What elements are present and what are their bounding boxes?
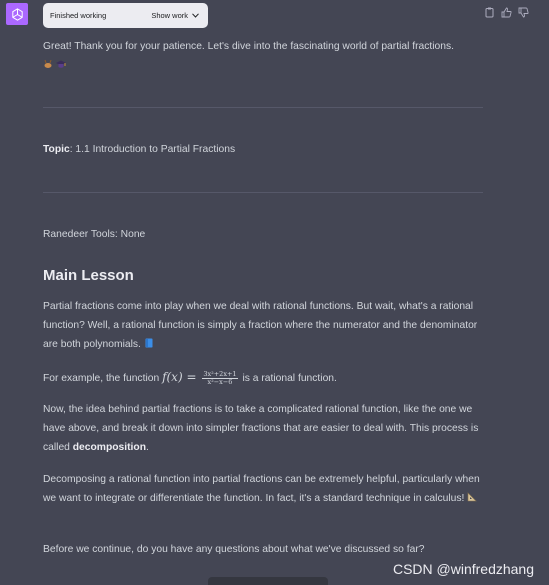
blue-book-emoji-icon xyxy=(144,338,154,348)
intro-text xyxy=(43,37,483,75)
rational-fraction xyxy=(202,371,237,386)
paragraph-decomposition xyxy=(43,400,483,457)
example-before: For example, the function xyxy=(43,373,163,384)
thumbs-up-icon[interactable] xyxy=(501,5,512,16)
regenerate-button[interactable] xyxy=(208,577,328,585)
tools-line: Ranedeer Tools: None xyxy=(43,229,146,240)
show-work-label: Show work xyxy=(151,11,188,20)
function-notation: f(x) = xyxy=(162,370,201,384)
paragraph-period: . xyxy=(146,442,149,453)
fraction-denominator: x²−x−6 xyxy=(207,377,233,386)
fraction-numerator: 3x²+2x+1 xyxy=(203,369,237,378)
paragraph-text: Decomposing a rational function into partial fractions can be extremely helpful, particularly when we want to integrate or differentiate the function. In fact, it's a standard technique in calculus! xyxy=(43,474,480,504)
chevron-down-icon xyxy=(192,13,199,18)
intro-sentence: Great! Thank you for your patience. Let's dive into the fascinating world of partial fractions. xyxy=(43,41,455,52)
decomposition-term: decomposition xyxy=(72,442,146,453)
topic-label: Topic xyxy=(43,144,70,155)
deer-emoji-icon xyxy=(43,59,53,69)
example-after: is a rational function. xyxy=(239,373,337,384)
paragraph-text: Now, the idea behind partial fractions is to take a complicated rational function, like the one we have above, and break it down into simpler fractions that are easier to deal with. This process is called xyxy=(43,404,479,453)
watermark: CSDN @winfredzhang xyxy=(392,561,534,577)
paragraph-rational-functions xyxy=(43,297,483,354)
status-text: Finished working xyxy=(50,11,107,20)
paragraph-question: Before we continue, do you have any questions about what we've discussed so far? xyxy=(43,544,425,555)
copy-icon[interactable] xyxy=(484,5,495,16)
paragraph-example xyxy=(43,366,483,390)
graduation-cap-emoji-icon xyxy=(56,59,66,69)
divider xyxy=(43,107,483,108)
show-work-toggle[interactable] xyxy=(151,11,199,20)
topic-line xyxy=(43,140,483,159)
openai-logo-icon xyxy=(10,7,25,22)
thumbs-down-icon[interactable] xyxy=(518,5,529,16)
topic-value: : 1.1 Introduction to Partial Fractions xyxy=(69,144,236,155)
message-actions xyxy=(484,5,529,16)
section-heading: Main Lesson xyxy=(43,267,134,284)
paragraph-usefulness xyxy=(43,470,483,508)
assistant-avatar xyxy=(6,3,28,25)
work-status-pill[interactable] xyxy=(43,3,208,28)
divider xyxy=(43,192,483,193)
triangular-ruler-emoji-icon xyxy=(467,492,477,502)
paragraph-text: Partial fractions come into play when we deal with rational functions. But wait, what's a rational function? Well, a rational function is simply a fraction where the numerator and the denominator are both polynomials. xyxy=(43,301,478,350)
